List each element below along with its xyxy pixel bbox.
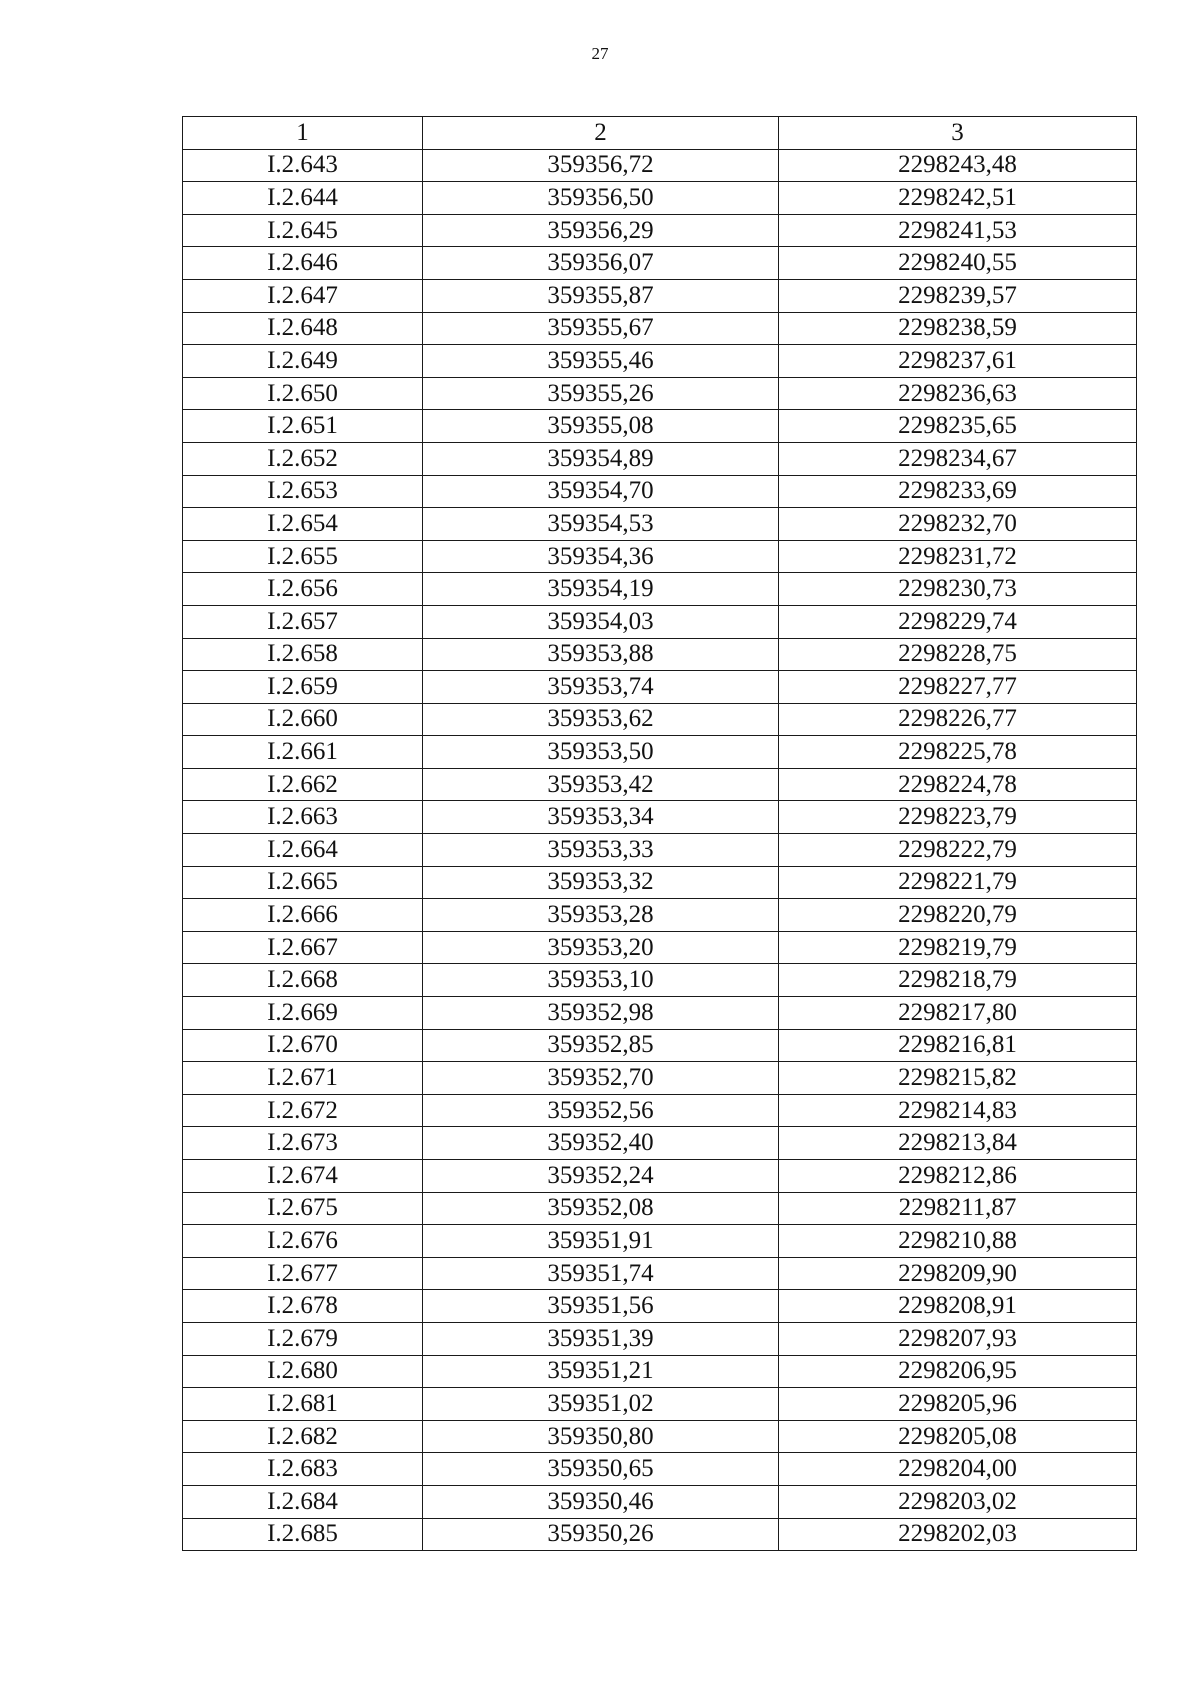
y-coordinate-cell: 2298230,73	[779, 573, 1137, 606]
y-coordinate-cell: 2298213,84	[779, 1127, 1137, 1160]
point-id-cell: I.2.670	[183, 1029, 423, 1062]
point-id-cell: I.2.674	[183, 1160, 423, 1193]
table-row	[183, 736, 1137, 769]
point-id-cell: I.2.668	[183, 964, 423, 997]
x-coordinate-cell: 359352,08	[423, 1192, 779, 1225]
point-id-cell: I.2.647	[183, 279, 423, 312]
point-id-cell: I.2.679	[183, 1322, 423, 1355]
x-coordinate-cell: 359355,67	[423, 312, 779, 345]
table-row	[183, 1160, 1137, 1193]
x-coordinate-cell: 359353,74	[423, 671, 779, 704]
point-id-cell: I.2.643	[183, 149, 423, 182]
x-coordinate-cell: 359352,98	[423, 997, 779, 1030]
table-row	[183, 182, 1137, 215]
x-coordinate-cell: 359351,56	[423, 1290, 779, 1323]
point-id-cell: I.2.684	[183, 1485, 423, 1518]
y-coordinate-cell: 2298207,93	[779, 1322, 1137, 1355]
table-row	[183, 377, 1137, 410]
y-coordinate-cell: 2298225,78	[779, 736, 1137, 769]
y-coordinate-cell: 2298215,82	[779, 1062, 1137, 1095]
point-id-cell: I.2.651	[183, 410, 423, 443]
table-row	[183, 1485, 1137, 1518]
y-coordinate-cell: 2298237,61	[779, 345, 1137, 378]
y-coordinate-cell: 2298227,77	[779, 671, 1137, 704]
table-row	[183, 475, 1137, 508]
x-coordinate-cell: 359356,72	[423, 149, 779, 182]
x-coordinate-cell: 359354,19	[423, 573, 779, 606]
page-number: 27	[591, 44, 609, 63]
table-row	[183, 442, 1137, 475]
point-id-cell: I.2.646	[183, 247, 423, 280]
x-coordinate-cell: 359351,02	[423, 1388, 779, 1421]
x-coordinate-cell: 359354,70	[423, 475, 779, 508]
table-row	[183, 899, 1137, 932]
x-coordinate-cell: 359353,33	[423, 834, 779, 867]
column-header-1: 1	[183, 117, 423, 150]
table-row	[183, 703, 1137, 736]
point-id-cell: I.2.665	[183, 866, 423, 899]
y-coordinate-cell: 2298239,57	[779, 279, 1137, 312]
x-coordinate-cell: 359353,28	[423, 899, 779, 932]
point-id-cell: I.2.655	[183, 540, 423, 573]
y-coordinate-cell: 2298240,55	[779, 247, 1137, 280]
y-coordinate-cell: 2298211,87	[779, 1192, 1137, 1225]
point-id-cell: I.2.648	[183, 312, 423, 345]
point-id-cell: I.2.664	[183, 834, 423, 867]
y-coordinate-cell: 2298231,72	[779, 540, 1137, 573]
x-coordinate-cell: 359351,91	[423, 1225, 779, 1258]
point-id-cell: I.2.678	[183, 1290, 423, 1323]
table-row	[183, 1062, 1137, 1095]
table-row	[183, 671, 1137, 704]
table-row	[183, 801, 1137, 834]
table-row	[183, 964, 1137, 997]
table-row	[183, 1192, 1137, 1225]
table-row	[183, 997, 1137, 1030]
x-coordinate-cell: 359353,50	[423, 736, 779, 769]
x-coordinate-cell: 359354,89	[423, 442, 779, 475]
table-row	[183, 1388, 1137, 1421]
x-coordinate-cell: 359350,26	[423, 1518, 779, 1551]
table-row	[183, 768, 1137, 801]
x-coordinate-cell: 359353,32	[423, 866, 779, 899]
point-id-cell: I.2.666	[183, 899, 423, 932]
column-header-2: 2	[423, 117, 779, 150]
y-coordinate-cell: 2298238,59	[779, 312, 1137, 345]
table-row	[183, 214, 1137, 247]
y-coordinate-cell: 2298216,81	[779, 1029, 1137, 1062]
y-coordinate-cell: 2298229,74	[779, 605, 1137, 638]
point-id-cell: I.2.672	[183, 1094, 423, 1127]
table-row	[183, 573, 1137, 606]
x-coordinate-cell: 359350,65	[423, 1453, 779, 1486]
y-coordinate-cell: 2298232,70	[779, 508, 1137, 541]
table-row	[183, 410, 1137, 443]
table-row	[183, 1518, 1137, 1551]
x-coordinate-cell: 359354,36	[423, 540, 779, 573]
point-id-cell: I.2.644	[183, 182, 423, 215]
table-row	[183, 1290, 1137, 1323]
table-row	[183, 508, 1137, 541]
x-coordinate-cell: 359355,87	[423, 279, 779, 312]
y-coordinate-cell: 2298228,75	[779, 638, 1137, 671]
table-row	[183, 247, 1137, 280]
y-coordinate-cell: 2298214,83	[779, 1094, 1137, 1127]
table-row	[183, 638, 1137, 671]
y-coordinate-cell: 2298203,02	[779, 1485, 1137, 1518]
y-coordinate-cell: 2298210,88	[779, 1225, 1137, 1258]
table-row	[183, 605, 1137, 638]
point-id-cell: I.2.675	[183, 1192, 423, 1225]
y-coordinate-cell: 2298209,90	[779, 1257, 1137, 1290]
table-row	[183, 540, 1137, 573]
x-coordinate-cell: 359354,53	[423, 508, 779, 541]
y-coordinate-cell: 2298206,95	[779, 1355, 1137, 1388]
x-coordinate-cell: 359353,62	[423, 703, 779, 736]
point-id-cell: I.2.645	[183, 214, 423, 247]
coordinates-table	[182, 116, 1137, 1551]
table-row	[183, 1225, 1137, 1258]
y-coordinate-cell: 2298208,91	[779, 1290, 1137, 1323]
table-row	[183, 1322, 1137, 1355]
x-coordinate-cell: 359356,50	[423, 182, 779, 215]
table-row	[183, 834, 1137, 867]
point-id-cell: I.2.652	[183, 442, 423, 475]
x-coordinate-cell: 359355,08	[423, 410, 779, 443]
point-id-cell: I.2.671	[183, 1062, 423, 1095]
y-coordinate-cell: 2298223,79	[779, 801, 1137, 834]
point-id-cell: I.2.677	[183, 1257, 423, 1290]
point-id-cell: I.2.669	[183, 997, 423, 1030]
point-id-cell: I.2.681	[183, 1388, 423, 1421]
y-coordinate-cell: 2298219,79	[779, 931, 1137, 964]
table-row	[183, 866, 1137, 899]
x-coordinate-cell: 359356,29	[423, 214, 779, 247]
x-coordinate-cell: 359352,24	[423, 1160, 779, 1193]
x-coordinate-cell: 359352,70	[423, 1062, 779, 1095]
y-coordinate-cell: 2298205,08	[779, 1420, 1137, 1453]
y-coordinate-cell: 2298242,51	[779, 182, 1137, 215]
point-id-cell: I.2.667	[183, 931, 423, 964]
y-coordinate-cell: 2298202,03	[779, 1518, 1137, 1551]
x-coordinate-cell: 359350,46	[423, 1485, 779, 1518]
table-row	[183, 1453, 1137, 1486]
x-coordinate-cell: 359356,07	[423, 247, 779, 280]
point-id-cell: I.2.659	[183, 671, 423, 704]
x-coordinate-cell: 359351,39	[423, 1322, 779, 1355]
point-id-cell: I.2.662	[183, 768, 423, 801]
y-coordinate-cell: 2298221,79	[779, 866, 1137, 899]
point-id-cell: I.2.661	[183, 736, 423, 769]
table-header	[183, 117, 1137, 150]
y-coordinate-cell: 2298243,48	[779, 149, 1137, 182]
y-coordinate-cell: 2298222,79	[779, 834, 1137, 867]
point-id-cell: I.2.654	[183, 508, 423, 541]
x-coordinate-cell: 359352,40	[423, 1127, 779, 1160]
point-id-cell: I.2.685	[183, 1518, 423, 1551]
x-coordinate-cell: 359353,88	[423, 638, 779, 671]
y-coordinate-cell: 2298212,86	[779, 1160, 1137, 1193]
table-row	[183, 1127, 1137, 1160]
y-coordinate-cell: 2298226,77	[779, 703, 1137, 736]
table-row	[183, 312, 1137, 345]
point-id-cell: I.2.682	[183, 1420, 423, 1453]
point-id-cell: I.2.656	[183, 573, 423, 606]
y-coordinate-cell: 2298217,80	[779, 997, 1137, 1030]
table-row	[183, 279, 1137, 312]
x-coordinate-cell: 359353,34	[423, 801, 779, 834]
y-coordinate-cell: 2298236,63	[779, 377, 1137, 410]
x-coordinate-cell: 359355,46	[423, 345, 779, 378]
point-id-cell: I.2.653	[183, 475, 423, 508]
y-coordinate-cell: 2298218,79	[779, 964, 1137, 997]
point-id-cell: I.2.673	[183, 1127, 423, 1160]
table-row	[183, 1029, 1137, 1062]
table-row	[183, 931, 1137, 964]
y-coordinate-cell: 2298204,00	[779, 1453, 1137, 1486]
point-id-cell: I.2.680	[183, 1355, 423, 1388]
column-header-3: 3	[779, 117, 1137, 150]
point-id-cell: I.2.660	[183, 703, 423, 736]
table-row	[183, 1420, 1137, 1453]
x-coordinate-cell: 359351,74	[423, 1257, 779, 1290]
table-body	[183, 149, 1137, 1551]
table-row	[183, 1355, 1137, 1388]
point-id-cell: I.2.663	[183, 801, 423, 834]
table-row	[183, 1257, 1137, 1290]
point-id-cell: I.2.650	[183, 377, 423, 410]
x-coordinate-cell: 359353,10	[423, 964, 779, 997]
y-coordinate-cell: 2298205,96	[779, 1388, 1137, 1421]
y-coordinate-cell: 2298235,65	[779, 410, 1137, 443]
point-id-cell: I.2.683	[183, 1453, 423, 1486]
point-id-cell: I.2.657	[183, 605, 423, 638]
point-id-cell: I.2.676	[183, 1225, 423, 1258]
x-coordinate-cell: 359355,26	[423, 377, 779, 410]
header-row	[183, 117, 1137, 150]
y-coordinate-cell: 2298241,53	[779, 214, 1137, 247]
x-coordinate-cell: 359352,85	[423, 1029, 779, 1062]
x-coordinate-cell: 359352,56	[423, 1094, 779, 1127]
x-coordinate-cell: 359353,20	[423, 931, 779, 964]
x-coordinate-cell: 359354,03	[423, 605, 779, 638]
y-coordinate-cell: 2298234,67	[779, 442, 1137, 475]
y-coordinate-cell: 2298220,79	[779, 899, 1137, 932]
table-row	[183, 149, 1137, 182]
point-id-cell: I.2.658	[183, 638, 423, 671]
x-coordinate-cell: 359351,21	[423, 1355, 779, 1388]
y-coordinate-cell: 2298224,78	[779, 768, 1137, 801]
table-row	[183, 1094, 1137, 1127]
point-id-cell: I.2.649	[183, 345, 423, 378]
y-coordinate-cell: 2298233,69	[779, 475, 1137, 508]
table-row	[183, 345, 1137, 378]
x-coordinate-cell: 359350,80	[423, 1420, 779, 1453]
x-coordinate-cell: 359353,42	[423, 768, 779, 801]
